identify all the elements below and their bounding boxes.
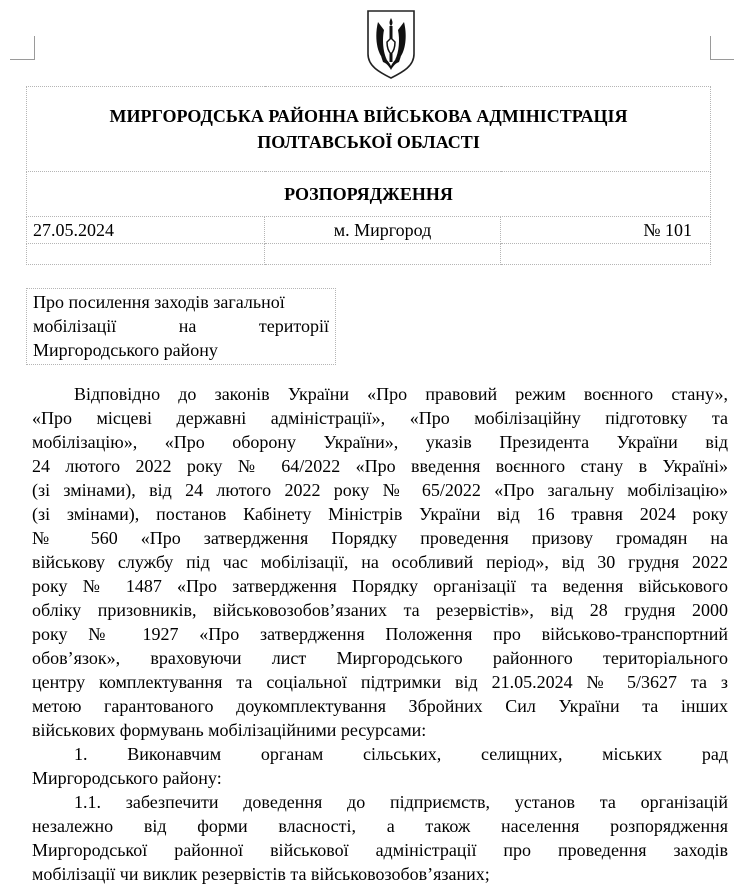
- subject-line-3: Миргородського району: [33, 340, 218, 360]
- crop-mark-top-right-h: [710, 59, 734, 60]
- organization-line-2: ПОЛТАВСЬКОЇ ОБЛАСТІ: [257, 132, 480, 152]
- body-line-20: Миргородської районної військової адміністрації про проведення заходів: [32, 840, 728, 860]
- organization-line-1: МИРГОРОДСЬКА РАЙОННА ВІЙСЬКОВА АДМІНІСТРАЦІЯ: [109, 106, 628, 126]
- body-line-14: метою гарантованого доукомплектування Збройних Сил України та інших: [32, 696, 728, 716]
- empty-cell-3: [501, 244, 711, 265]
- body-line-21: мобілізації чи виклик резервістів та військовозобов’язаних;: [32, 864, 490, 884]
- document-date: 27.05.2024: [27, 217, 265, 244]
- document-title: РОЗПОРЯДЖЕННЯ: [27, 172, 711, 217]
- document-city: м. Миргород: [265, 217, 501, 244]
- body-line-18: 1.1. забезпечити доведення до підприємств, установ та організацій: [74, 792, 728, 812]
- crop-mark-top-left-h: [10, 59, 34, 60]
- body-line-2: «Про місцеві державні адміністрації», «Про мобілізаційну підготовку та: [32, 408, 728, 428]
- subject-box: [26, 288, 336, 365]
- body-line-19: незалежно від форми власності, а також населення розпорядження: [32, 816, 728, 836]
- body-line-13: центру комплектування та соціальної підтримки від 21.05.2024 № 5/3627 та з: [32, 672, 728, 692]
- empty-cell-1: [27, 244, 265, 265]
- body-line-8: військову службу під час мобілізації, на особливий період», від 30 грудня 2022: [32, 552, 728, 572]
- subject-word-3: території: [258, 316, 329, 336]
- body-line-1: Відповідно до законів України «Про правовий режим воєнного стану»,: [74, 384, 728, 404]
- body-line-6: (зі змінами), постанов Кабінету Міністрів України від 16 травня 2024 року: [32, 504, 728, 524]
- body-line-3: мобілізацію», «Про оборону України», указів Президента України від: [32, 432, 728, 452]
- body-line-5: (зі змінами), від 24 лютого 2022 року № 65/2022 «Про загальну мобілізацію»: [32, 480, 728, 500]
- body-line-11: року № 1927 «Про затвердження Положення про військово-транспортний: [32, 624, 728, 644]
- document-body: [32, 382, 728, 886]
- body-line-12: обов’язок», враховуючи лист Миргородського районного територіального: [32, 648, 728, 668]
- body-line-17: Миргородського району:: [32, 768, 222, 788]
- header-table: [26, 86, 711, 265]
- crop-mark-top-right: [710, 36, 711, 60]
- coat-of-arms-icon: [365, 8, 417, 80]
- body-line-10: обліку призовників, військовозобов’язаних та резервістів», від 28 грудня 2000: [32, 600, 728, 620]
- organization-name: [27, 87, 711, 172]
- document-number: № 101: [501, 217, 711, 244]
- subject-word-2: на: [178, 316, 197, 336]
- body-line-7: № 560 «Про затвердження Порядку проведення призову громадян на: [32, 528, 728, 548]
- body-line-9: року № 1487 «Про затвердження Порядку організації та ведення військового: [32, 576, 728, 596]
- body-line-16: 1. Виконавчим органам сільських, селищних, міських рад: [74, 744, 728, 764]
- subject-line-1: Про посилення заходів загальної: [33, 292, 285, 312]
- empty-cell-2: [265, 244, 501, 265]
- subject-line-2: [33, 314, 329, 338]
- body-line-15: військових формувань мобілізаційними ресурсами:: [32, 720, 427, 740]
- body-line-4: 24 лютого 2022 року № 64/2022 «Про введення воєнного стану в Україні»: [32, 456, 728, 476]
- subject-word-1: мобілізації: [33, 316, 117, 336]
- crop-mark-top-left: [26, 36, 35, 60]
